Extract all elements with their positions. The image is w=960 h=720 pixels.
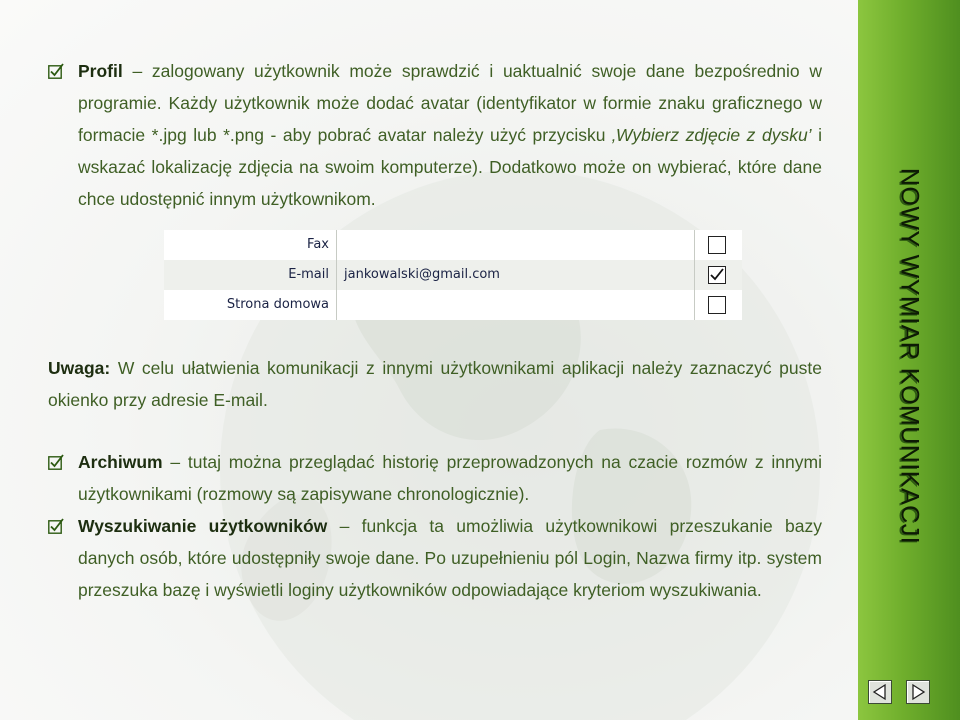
table-row (164, 290, 742, 320)
wyszukiwanie-text: funkcja ta umożliwia użytkownikowi przeszukanie bazy danych osób, które udostępniły swoje dane. Po uzupełnieniu pól Login, Nazwa firmy itp. system przeszuka bazę i wyświetli loginy użytkowników odpowiadające kryteriom wyszukiwania. (78, 516, 822, 600)
term-profil: Profil (78, 61, 123, 81)
row-label: E-mail (288, 267, 329, 282)
term-archiwum: Archiwum (78, 452, 163, 472)
term-uwaga: Uwaga: (48, 358, 111, 378)
triangle-right-icon (907, 681, 929, 703)
row-label: Fax (307, 237, 329, 252)
profil-text2: i wskazać lokalizację zdjęcia na swoim komputerze). Dodatkowo może on wybierać, które dane chce udostępnić innym użytkownikom. (78, 125, 823, 209)
next-slide-button[interactable] (906, 680, 930, 704)
row-label: Strona domowa (226, 297, 329, 312)
slide-content (48, 55, 822, 215)
checkbox-tick-icon (48, 518, 64, 534)
checkbox-tick-icon (48, 454, 64, 470)
note-block (48, 352, 822, 416)
wyszukiwanie-dash: – (327, 516, 362, 536)
archiwum-text: tutaj można przeglądać historię przeprowadzonych na czacie rozmów z innymi użytkownikami (rozmowy są zapisywane chronologicznie). (78, 452, 822, 504)
checkbox-tick-icon (48, 63, 64, 79)
profil-italic: ‚Wybierz zdjęcie z dysku’ (612, 125, 812, 145)
sidebar-title: NOWY WYMIAR KOMUNIKACJI (895, 167, 924, 545)
check-icon (708, 266, 726, 284)
share-checkbox[interactable] (708, 296, 726, 314)
term-wyszukiwanie: Wyszukiwanie użytkowników (78, 516, 328, 536)
sidebar-band (858, 0, 960, 720)
note-text: W celu ułatwienia komunikacji z innymi użytkownikami aplikacji należy zaznaczyć puste okienko przy adresie E-mail. (48, 358, 822, 410)
profile-privacy-table (164, 230, 742, 320)
list-item-profil (48, 55, 822, 215)
list-item-archiwum (48, 446, 822, 510)
prev-slide-button[interactable] (868, 680, 892, 704)
list-item-wyszukiwanie (48, 510, 822, 606)
profil-text1: – zalogowany użytkownik może sprawdzić i uaktualnić swoje dane bezpośrednio w programie. Każdy użytkownik może dodać avatar (identyfikator w formie znaku graficznego w formacie *.jpg lub *.png - aby pobrać avatar należy użyć przycisku (78, 61, 822, 145)
note-paragraph (48, 352, 822, 416)
share-checkbox[interactable] (708, 236, 726, 254)
row-value: jankowalski@gmail.com (344, 267, 500, 282)
table-row (164, 230, 742, 260)
list-block (48, 446, 822, 606)
triangle-left-icon (869, 681, 891, 703)
table-row (164, 260, 742, 290)
archiwum-dash: – (162, 452, 188, 472)
share-checkbox[interactable] (708, 266, 726, 284)
